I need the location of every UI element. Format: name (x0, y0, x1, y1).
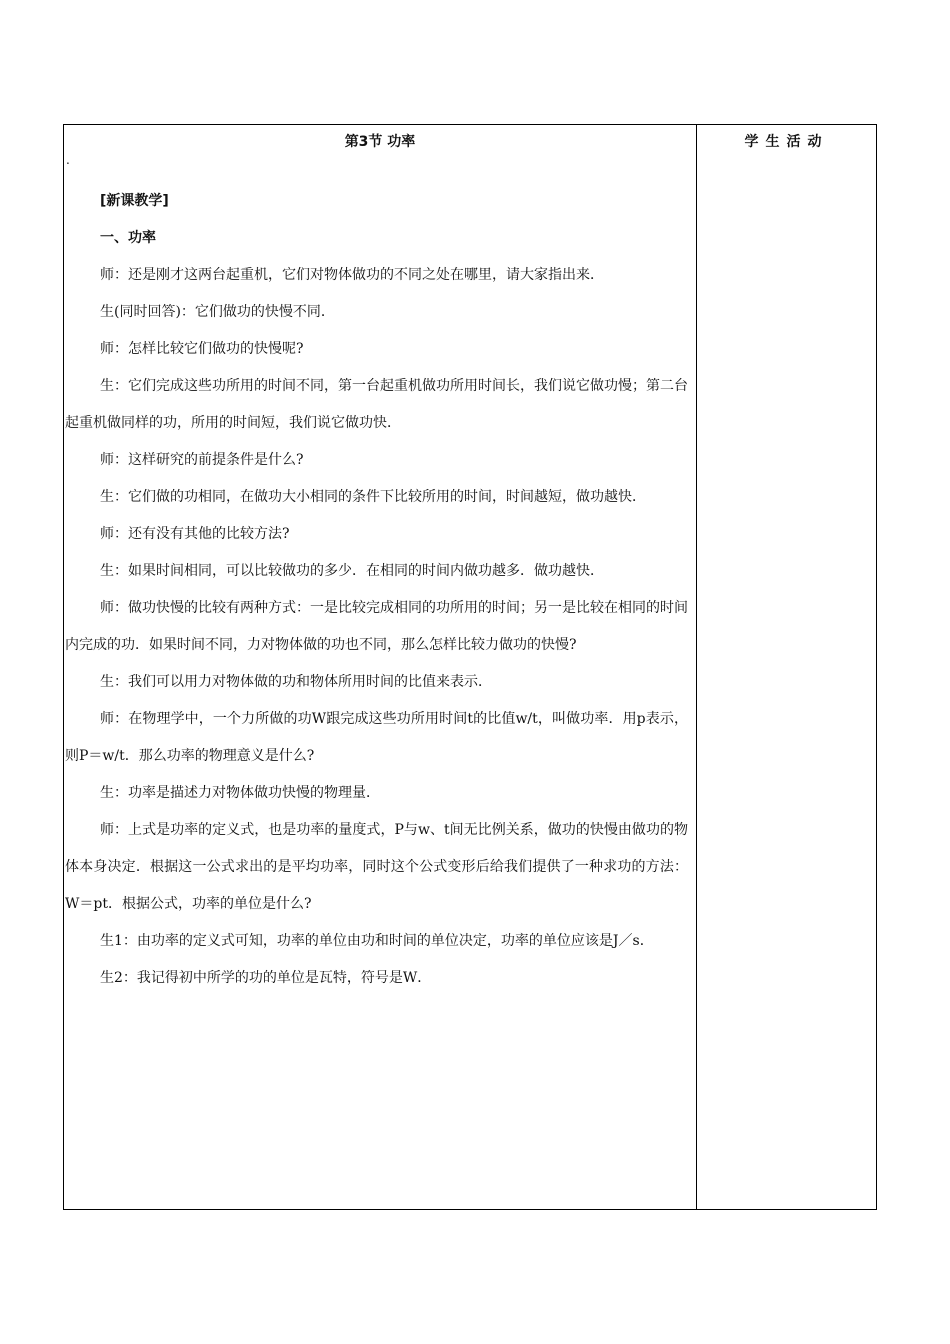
dialogue-paragraph: 师：上式是功率的定义式，也是功率的量度式，P与w、t间无比例关系，做功的快慢由做功的物体本身决定．根据这一公式求出的是平均功率，同时这个公式变形后给我们提供了一种求功的方法：W＝pt．根据公式，功率的单位是什么? (65, 822, 688, 912)
dialogue-paragraph: 生1：由功率的定义式可知，功率的单位由功和时间的单位决定，功率的单位应该是J／s． (100, 933, 654, 949)
lesson-content-column (64, 125, 696, 1209)
dialogue-paragraph: 生2：我记得初中所学的功的单位是瓦特，符号是W． (100, 970, 432, 986)
student-activity-column (697, 125, 876, 1209)
lesson-body (64, 183, 696, 997)
section-heading: 一、功率 (100, 230, 156, 246)
lesson-table (63, 124, 877, 1210)
dialogue-paragraph: 生：我们可以用力对物体做的功和物体所用时间的比值来表示． (100, 674, 492, 690)
student-activity-title: 学生活动 (744, 134, 829, 150)
dialogue-paragraph: 生：功率是描述力对物体做功快慢的物理量． (100, 785, 380, 801)
dialogue-paragraph: 生：如果时间相同，可以比较做功的多少．在相同的时间内做功越多．做功越快． (100, 563, 604, 579)
dialogue-paragraph: 师：在物理学中，一个力所做的功W跟完成这些功所用时间t的比值w/t，叫做功率．用p表示，则P＝w/t．那么功率的物理意义是什么? (65, 711, 688, 764)
section-heading: [新课教学] (100, 193, 169, 209)
leading-mark: . (66, 153, 70, 167)
dialogue-paragraph: 生：它们完成这些功所用的时间不同，第一台起重机做功所用时间长，我们说它做功慢；第二台起重机做同样的功，所用的时间短，我们说它做功快． (65, 378, 688, 431)
dialogue-paragraph: 生(同时回答)：它们做功的快慢不同． (100, 304, 335, 320)
lesson-title: 第3节 功率 (344, 134, 416, 150)
dialogue-paragraph: 师：还有没有其他的比较方法? (100, 526, 290, 542)
dialogue-paragraph: 师：这样研究的前提条件是什么? (100, 452, 304, 468)
dialogue-paragraph: 生：它们做的功相同，在做功大小相同的条件下比较所用的时间，时间越短，做功越快． (100, 489, 646, 505)
dialogue-paragraph: 师：还是刚才这两台起重机，它们对物体做功的不同之处在哪里，请大家指出来． (100, 267, 604, 283)
dialogue-paragraph: 师：怎样比较它们做功的快慢呢? (100, 341, 304, 357)
dialogue-paragraph: 师：做功快慢的比较有两种方式：一是比较完成相同的功所用的时间；另一是比较在相同的时间内完成的功．如果时间不同，力对物体做的功也不同，那么怎样比较力做功的快慢? (65, 600, 688, 653)
